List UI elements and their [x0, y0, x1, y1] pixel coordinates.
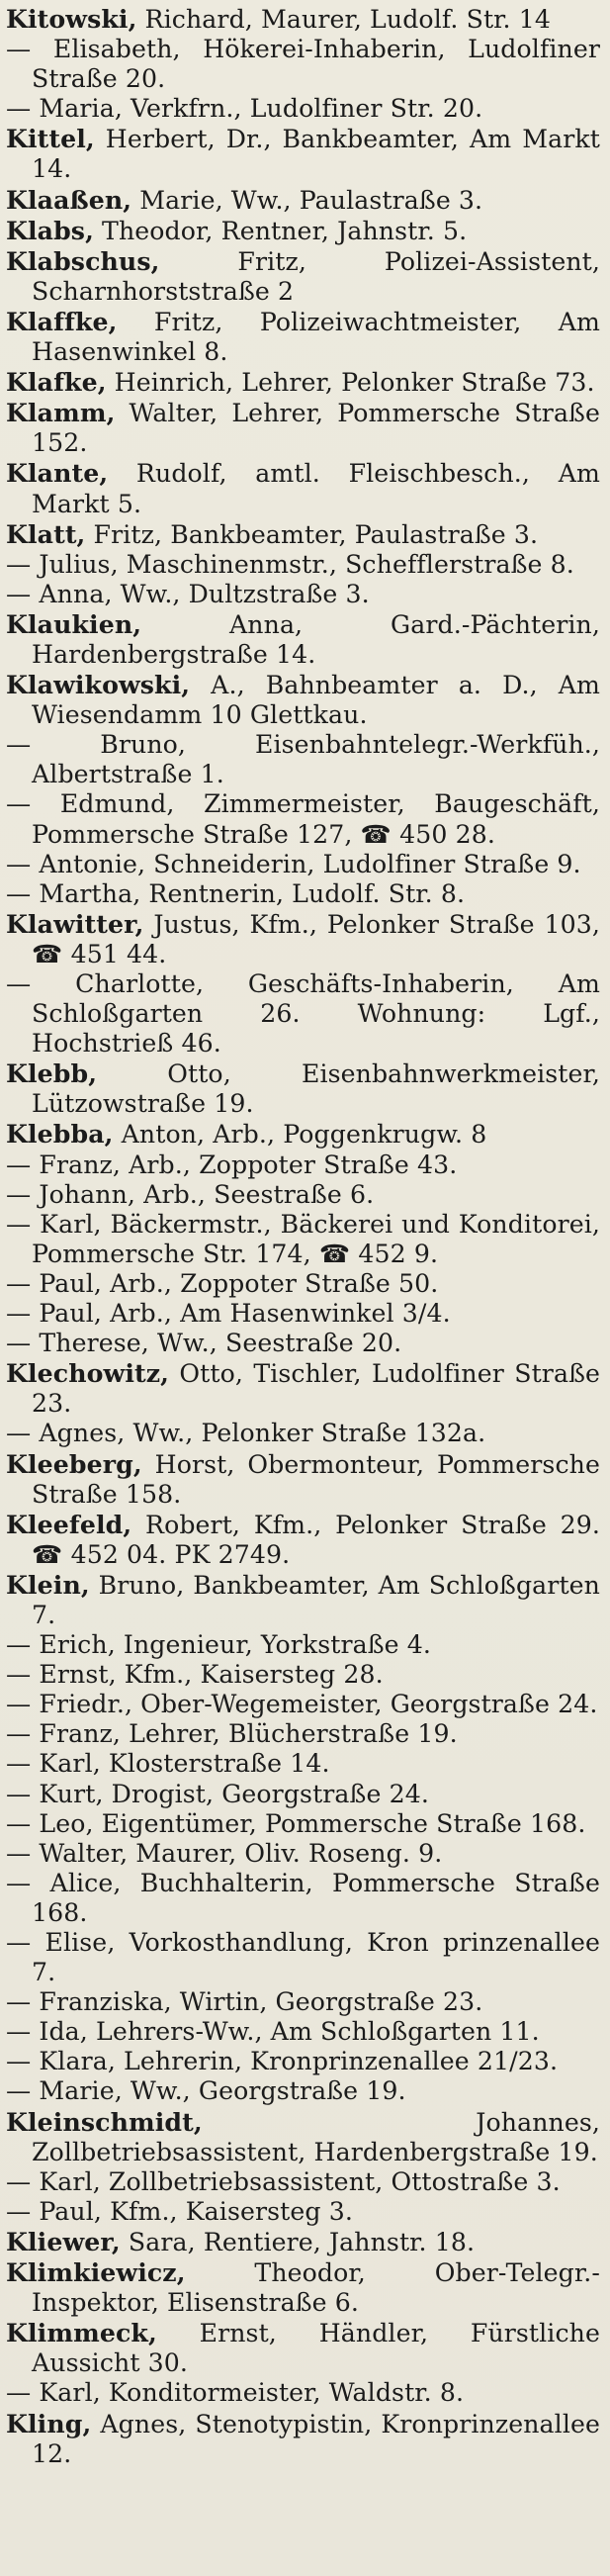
entry-details: Rudolf, amtl. Fleischbesch., Am Markt 5. [32, 459, 600, 518]
entry-details: Johannes, Zollbetriebsassistent, Hardenbergstraße 19. [32, 2107, 600, 2166]
entry-details: Bruno, Bankbeamter, Am Schloßgarten 7. [32, 1570, 600, 1629]
entry-details: — Antonie, Schneiderin, Ludolfiner Straße 9. [6, 849, 581, 878]
directory-entry [6, 2167, 600, 2197]
entry-surname: Klein, [6, 1569, 90, 1600]
directory-entry [6, 1987, 600, 2017]
directory-entry [6, 2318, 600, 2378]
directory-entry [6, 1719, 600, 1749]
entry-details: Sara, Rentiere, Jahnstr. 18. [120, 2227, 476, 2256]
directory-entry [6, 850, 600, 879]
directory-entry [6, 2017, 600, 2047]
entry-details: — Paul, Arb., Zoppoter Straße 50. [6, 1268, 439, 1298]
entry-details: Fritz, Bankbeamter, Paulastraße 3. [85, 519, 539, 549]
entry-details: Heinrich, Lehrer, Pelonker Straße 73. [106, 368, 595, 398]
directory-entry [6, 1058, 600, 1119]
directory-entry [6, 1119, 600, 1150]
directory-entry [6, 1358, 600, 1419]
entry-surname: Klechowitz, [6, 1358, 169, 1389]
directory-entry [6, 1869, 600, 1928]
entry-details: — Klara, Lehrerin, Kronprinzenallee 21/23. [6, 2047, 559, 2076]
directory-entry [6, 1690, 600, 1719]
entry-surname: Klebba, [6, 1119, 114, 1150]
directory-entry [6, 1210, 600, 1269]
directory-entry [6, 124, 600, 184]
entry-details: Theodor, Rentner, Jahnstr. 5. [93, 216, 468, 245]
directory-entry [6, 246, 600, 307]
directory-entry [6, 1180, 600, 1210]
entry-details: Agnes, Stenotypistin, Kronprinzenallee 12. [32, 2409, 600, 2468]
directory-entry [6, 367, 600, 398]
directory-entry [6, 185, 600, 216]
entry-details: — Bruno, Eisenbahntelegr.-Werkfüh., Albertstraße 1. [6, 730, 600, 789]
entry-details: Richard, Maurer, Ludolf. Str. 14 [136, 5, 551, 34]
entry-details: — Erich, Ingenieur, Yorkstraße 4. [6, 1630, 431, 1660]
directory-entry [6, 1839, 600, 1869]
entry-details: — Paul, Kfm., Kaisersteg 3. [6, 2196, 353, 2226]
directory-entry [6, 730, 600, 789]
directory-entry [6, 2047, 600, 2076]
entry-details: — Franz, Lehrer, Blücherstraße 19. [6, 1719, 458, 1749]
entry-details: — Karl, Zollbetriebsassistent, Ottostraße 3. [6, 2166, 561, 2196]
entry-details: Walter, Lehrer, Pommersche Straße 152. [32, 399, 600, 458]
entry-details: — Maria, Verkfrn., Ludolfiner Str. 20. [6, 94, 483, 124]
entry-surname: Klebb, [6, 1058, 98, 1089]
entry-details: — Johann, Arb., Seestraße 6. [6, 1179, 375, 1209]
entry-details: — Friedr., Ober-Wegemeister, Georgstraße 24. [6, 1690, 598, 1719]
directory-entry [6, 1419, 600, 1448]
directory-entry [6, 609, 600, 670]
directory-entry [6, 2378, 600, 2408]
entry-details: — Agnes, Ww., Pelonker Straße 132a. [6, 1419, 486, 1448]
entry-details: — Leo, Eigentümer, Pommersche Straße 168. [6, 1808, 586, 1838]
directory-entry [6, 1269, 600, 1299]
entry-details: — Ida, Lehrers-Ww., Am Schloßgarten 11. [6, 2017, 540, 2047]
directory-entries [6, 4, 600, 2469]
entry-surname: Klabs, [6, 215, 94, 245]
directory-entry [6, 909, 600, 969]
directory-entry [6, 969, 600, 1058]
entry-surname: Kleeberg, [6, 1448, 142, 1479]
directory-entry [6, 35, 600, 94]
entry-surname: Klaaßen, [6, 184, 132, 215]
entry-details: Horst, Obermonteur, Pommersche Straße 158. [32, 1449, 600, 1509]
entry-surname: Klante, [6, 458, 109, 489]
entry-details: Otto, Eisenbahnwerkmeister, Lützowstraße 19. [32, 1059, 600, 1119]
entry-surname: Klaffke, [6, 306, 118, 336]
directory-entry [6, 550, 600, 580]
entry-details: Marie, Ww., Paulastraße 3. [131, 185, 483, 215]
entry-surname: Klimkiewicz, [6, 2257, 186, 2288]
entry-details: — Karl, Klosterstraße 14. [6, 1749, 330, 1779]
entry-details: — Edmund, Zimmermeister, Baugeschäft, Pommersche Straße 127, ☎ 450 28. [6, 789, 600, 849]
directory-entry [6, 879, 600, 909]
entry-surname: Klaukien, [6, 608, 142, 639]
directory-entry [6, 2107, 600, 2167]
directory-entry [6, 2409, 600, 2469]
entry-details: — Julius, Maschinenmstr., Schefflerstraße 8. [6, 549, 574, 579]
directory-entry [6, 4, 600, 35]
entry-details: — Franz, Arb., Zoppoter Straße 43. [6, 1150, 458, 1179]
directory-entry [6, 1329, 600, 1358]
directory-entry [6, 398, 600, 458]
directory-entry [6, 1449, 600, 1510]
entry-details: Robert, Kfm., Pelonker Straße 29. ☎ 452 04. PK 2749. [32, 1510, 600, 1569]
directory-entry [6, 519, 600, 550]
entry-surname: Klatt, [6, 518, 86, 549]
directory-entry [6, 307, 600, 367]
entry-details: Anton, Arb., Poggenkrugw. 8 [113, 1120, 487, 1150]
directory-entry [6, 580, 600, 609]
directory-entry [6, 1749, 600, 1779]
entry-details: Herbert, Dr., Bankbeamter, Am Markt 14. [32, 125, 600, 184]
directory-entry [6, 1630, 600, 1660]
entry-details: — Marie, Ww., Georgstraße 19. [6, 2076, 406, 2106]
entry-surname: Kitowski, [6, 4, 137, 34]
entry-details: Fritz, Polizeiwachtmeister, Am Hasenwinkel 8. [32, 307, 600, 367]
directory-entry [6, 2076, 600, 2106]
entry-details: Theodor, Ober-Telegr.-Inspektor, Elisenstraße 6. [32, 2258, 600, 2318]
directory-entry [6, 789, 600, 849]
entry-details: — Kurt, Drogist, Georgstraße 24. [6, 1779, 429, 1808]
entry-details: — Alice, Buchhalterin, Pommersche Straße 168. [6, 1868, 600, 1927]
directory-entry [6, 2227, 600, 2257]
directory-entry [6, 1150, 600, 1180]
entry-details: — Franziska, Wirtin, Georgstraße 23. [6, 1987, 483, 2017]
directory-entry [6, 1510, 600, 1570]
directory-entry [6, 1780, 600, 1809]
entry-surname: Klimmeck, [6, 2318, 157, 2348]
entry-details: — Karl, Bäckermstr., Bäckerei und Konditorei, Pommersche Str. 174, ☎ 452 9. [6, 1209, 600, 1268]
entry-details: — Charlotte, Geschäfts-Inhaberin, Am Schloßgarten 26. Wohnung: Lgf., Hochstrieß 46. [6, 969, 600, 1058]
directory-entry [6, 94, 600, 124]
entry-details: — Karl, Konditormeister, Waldstr. 8. [6, 2378, 465, 2408]
entry-surname: Klamm, [6, 398, 116, 428]
entry-surname: Klawikowski, [6, 670, 191, 700]
entry-surname: Kliewer, [6, 2226, 121, 2256]
directory-entry [6, 1928, 600, 1987]
entry-details: — Paul, Arb., Am Hasenwinkel 3/4. [6, 1299, 451, 1329]
entry-surname: Kittel, [6, 124, 95, 154]
directory-entry [6, 1570, 600, 1630]
entry-details: — Elise, Vorkosthandlung, Kron prinzenallee 7. [6, 1928, 600, 1987]
directory-entry [6, 216, 600, 246]
directory-entry [6, 2257, 600, 2318]
entry-details: Justus, Kfm., Pelonker Straße 103, ☎ 451 44. [32, 909, 600, 968]
entry-details: Otto, Tischler, Ludolfiner Straße 23. [32, 1359, 600, 1419]
entry-surname: Klabschus, [6, 245, 160, 276]
directory-entry [6, 1660, 600, 1690]
entry-surname: Kleefeld, [6, 1509, 132, 1539]
entry-details: — Therese, Ww., Seestraße 20. [6, 1329, 402, 1358]
entry-surname: Klawitter, [6, 908, 144, 939]
directory-entry [6, 670, 600, 730]
directory-entry [6, 1809, 600, 1839]
entry-details: — Walter, Maurer, Oliv. Roseng. 9. [6, 1838, 443, 1868]
directory-entry [6, 1299, 600, 1329]
entry-details: — Martha, Rentnerin, Ludolf. Str. 8. [6, 878, 466, 908]
entry-details: — Anna, Ww., Dultzstraße 3. [6, 579, 370, 608]
entry-surname: Kling, [6, 2408, 92, 2438]
directory-entry [6, 2197, 600, 2227]
entry-details: Ernst, Händler, Fürstliche Aussicht 30. [32, 2319, 600, 2378]
entry-details: Fritz, Polizei-Assistent, Scharnhorststraße 2 [32, 246, 600, 306]
entry-details: A., Bahnbeamter a. D., Am Wiesendamm 10 Glettkau. [32, 671, 600, 730]
entry-details: — Ernst, Kfm., Kaisersteg 28. [6, 1660, 384, 1690]
entry-surname: Klafke, [6, 367, 107, 398]
entry-details: Anna, Gard.-Pächterin, Hardenbergstraße 14. [32, 609, 600, 669]
directory-entry [6, 458, 600, 518]
entry-surname: Kleinschmidt, [6, 2106, 203, 2137]
entry-details: — Elisabeth, Hökerei-Inhaberin, Ludolfiner Straße 20. [6, 35, 600, 94]
